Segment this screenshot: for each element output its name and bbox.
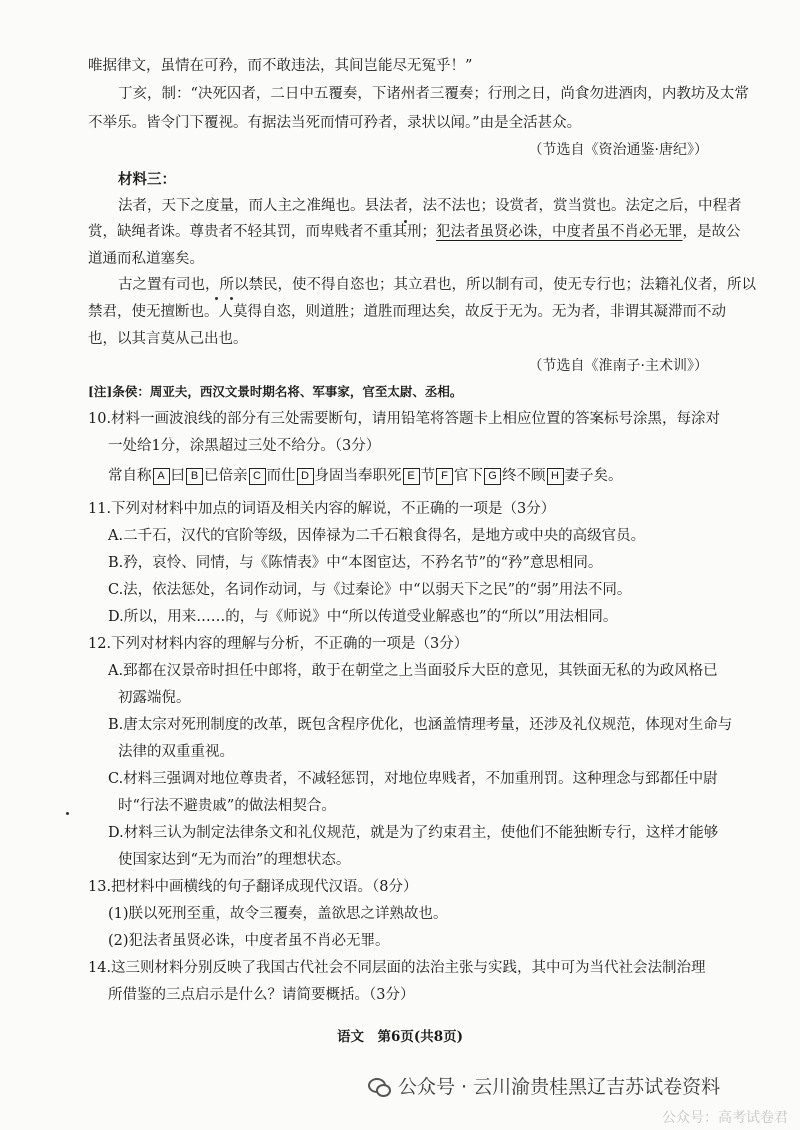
source-citation: （节选自《淮南子·主术训》） [528,358,708,374]
answer-mark-c[interactable]: C [249,468,266,485]
question-11-option-b: B.矜，哀怜、同情，与《陈情表》中“本图宦达，不矜名节”的“矜”意思相同。 [108,555,603,571]
question-13-sentence-2: (2)犯法者虽贤必诛，中度者虽不肖必无罪。 [108,933,390,949]
emphasis-dot [230,297,233,300]
question-12-option-d-cont: 使国家达到“无为而治”的理想状态。 [118,852,351,868]
question-12-option-a: A.郅都在汉景帝时担任中郎将，敢于在朝堂之上当面驳斥大臣的意见，其铁面无私的为政风格已 [108,663,718,679]
question-12-stem: 12.下列对材料内容的理解与分析，不正确的一项是（3分） [88,636,469,652]
answer-mark-f[interactable]: F [436,468,453,485]
question-13-sentence-1: (1)朕以死刑至重，故令三覆奏，盖欲思之详熟故也。 [108,906,448,922]
emphasis-dot [404,220,407,223]
page-footer: 语文 第6页(共8页) [336,1029,464,1045]
question-11-stem: 11.下列对材料中加点的词语及相关内容的解说，不正确的一项是（3分） [88,501,556,517]
material-heading: 材料三： [118,171,176,188]
passage-text: ，是故公 [682,224,741,240]
answer-mark-d[interactable]: D [297,468,314,485]
emphasis-dot [215,297,218,300]
question-12-option-c-cont: 时“行法不避贵戚”的做法相契合。 [118,798,336,814]
passage-line: 禁君，使无擅断也。人莫得自恣，则道胜；道胜而理达矣，故反于无为。无为者，非谓其凝滞而不动 [88,304,726,320]
wechat-icon [368,1075,390,1097]
watermark-bar [368,1072,720,1099]
source-citation: （节选自《资治通鉴·唐纪》） [528,142,708,158]
passage-line [88,222,741,242]
annotation-note: [注]条侯：周亚夫，西汉文景时期名将、军事家，官至太尉、丞相。 [88,384,463,399]
segment-text: 而仕 [266,468,296,484]
segment-text: 妻子矣。 [564,468,623,484]
question-14-stem: 14.这三则材料分别反映了我国古代社会不同层面的法治主张与实践，其中可为当代社会法制治理 [88,960,706,976]
passage-line: 古之置有司也，所以禁民，使不得自恣也；其立君也，所以制有司，使无专行也；法籍礼仪者，所以 [118,277,756,293]
passage-line: 法者，天下之度量，而人主之准绳也。县法者，法不法也；设赏者，赏当赏也。法定之后，中程者 [118,198,742,214]
segment-text: 身固当奉职死 [314,468,402,484]
answer-mark-h[interactable]: H [547,468,564,485]
question-10-stem: 10.材料一画波浪线的部分有三处需要断句，请用铅笔将答题卡上相应位置的答案标号涂黑，每涂对 [88,411,721,427]
answer-mark-g[interactable]: G [484,468,501,485]
passage-line: 不举乐。皆令门下覆视。有据法当死而情可矜者，录状以闻。”由是全活甚众。 [88,115,582,131]
answer-mark-e[interactable]: E [403,468,420,485]
watermark-small: 公众号：高考试卷君 [662,1110,788,1126]
question-13-stem: 13.把材料中画横线的句子翻译成现代汉语。（8分） [88,879,418,895]
passage-line: 唯据律文，虽情在可矜，而不敢违法，其间岂能尽无冤乎！” [88,58,473,74]
underlined-sentence: 犯法者虽贤必诛，中度者虽不肖必无罪 [436,224,683,240]
answer-mark-b[interactable]: B [186,468,203,485]
segment-text: 官下 [454,468,483,484]
question-12-option-c: C.材料三强调对地位尊贵者，不减轻惩罚，对地位卑贱者，不加重刑罚。这种理念与郅都任中尉 [108,771,718,787]
question-12-option-d: D.材料三认为制定法律条文和礼仪规范，就是为了约束君主，使他们不能独断专行，这样才能够 [108,825,719,841]
passage-line: 道通而私道塞矣。 [88,251,204,267]
segment-text: 已倍亲 [204,468,248,484]
question-10-stem: 一处给1分，涂黑超过三处不给分。（3分） [108,438,381,454]
segment-text: 常自称 [108,468,152,484]
segment-text: 节 [420,468,435,484]
question-11-option-d: D.所以，用来……的，与《师说》中“所以传道受业解惑也”的“所以”用法相同。 [108,609,618,625]
passage-line: 丁亥，制：“决死囚者，二日中五覆奏，下诸州者三覆奏；行刑之日，尚食勿进酒肉，内教坊及太常 [118,86,749,102]
question-12-option-b-cont: 法律的双重重视。 [118,744,234,760]
passage-line: 也，以其言莫从己出也。 [88,331,248,347]
question-12-option-b: B.唐太宗对死刑制度的改革，既包含程序优化，也涵盖情理考量，还涉及礼仪规范，体现对生命与 [108,717,733,733]
question-11-option-a: A.二千石，汉代的官阶等级，因俸禄为二千石粮食得名，是地方或中央的高级官员。 [108,528,646,544]
passage-text: 赏，缺绳者诛。尊贵者不轻其罚，而卑贱者不重其刑； [88,224,436,240]
question-14-stem-cont: 所借鉴的三点启示是什么？请简要概括。（3分） [108,987,415,1003]
scan-speck [66,812,69,815]
watermark-text: 公众号 · 云川渝贵桂黑辽吉苏试卷资料 [398,1076,721,1098]
answer-mark-a[interactable]: A [153,468,170,485]
segment-text: 终不顾 [502,468,546,484]
question-11-option-c: C.法，依法惩处，名词作动词，与《过秦论》中“以弱天下之民”的“弱”用法不同。 [108,582,632,598]
segment-text: 曰 [170,468,185,484]
question-10-options [108,466,623,486]
question-12-option-a-cont: 初露端倪。 [118,690,191,706]
